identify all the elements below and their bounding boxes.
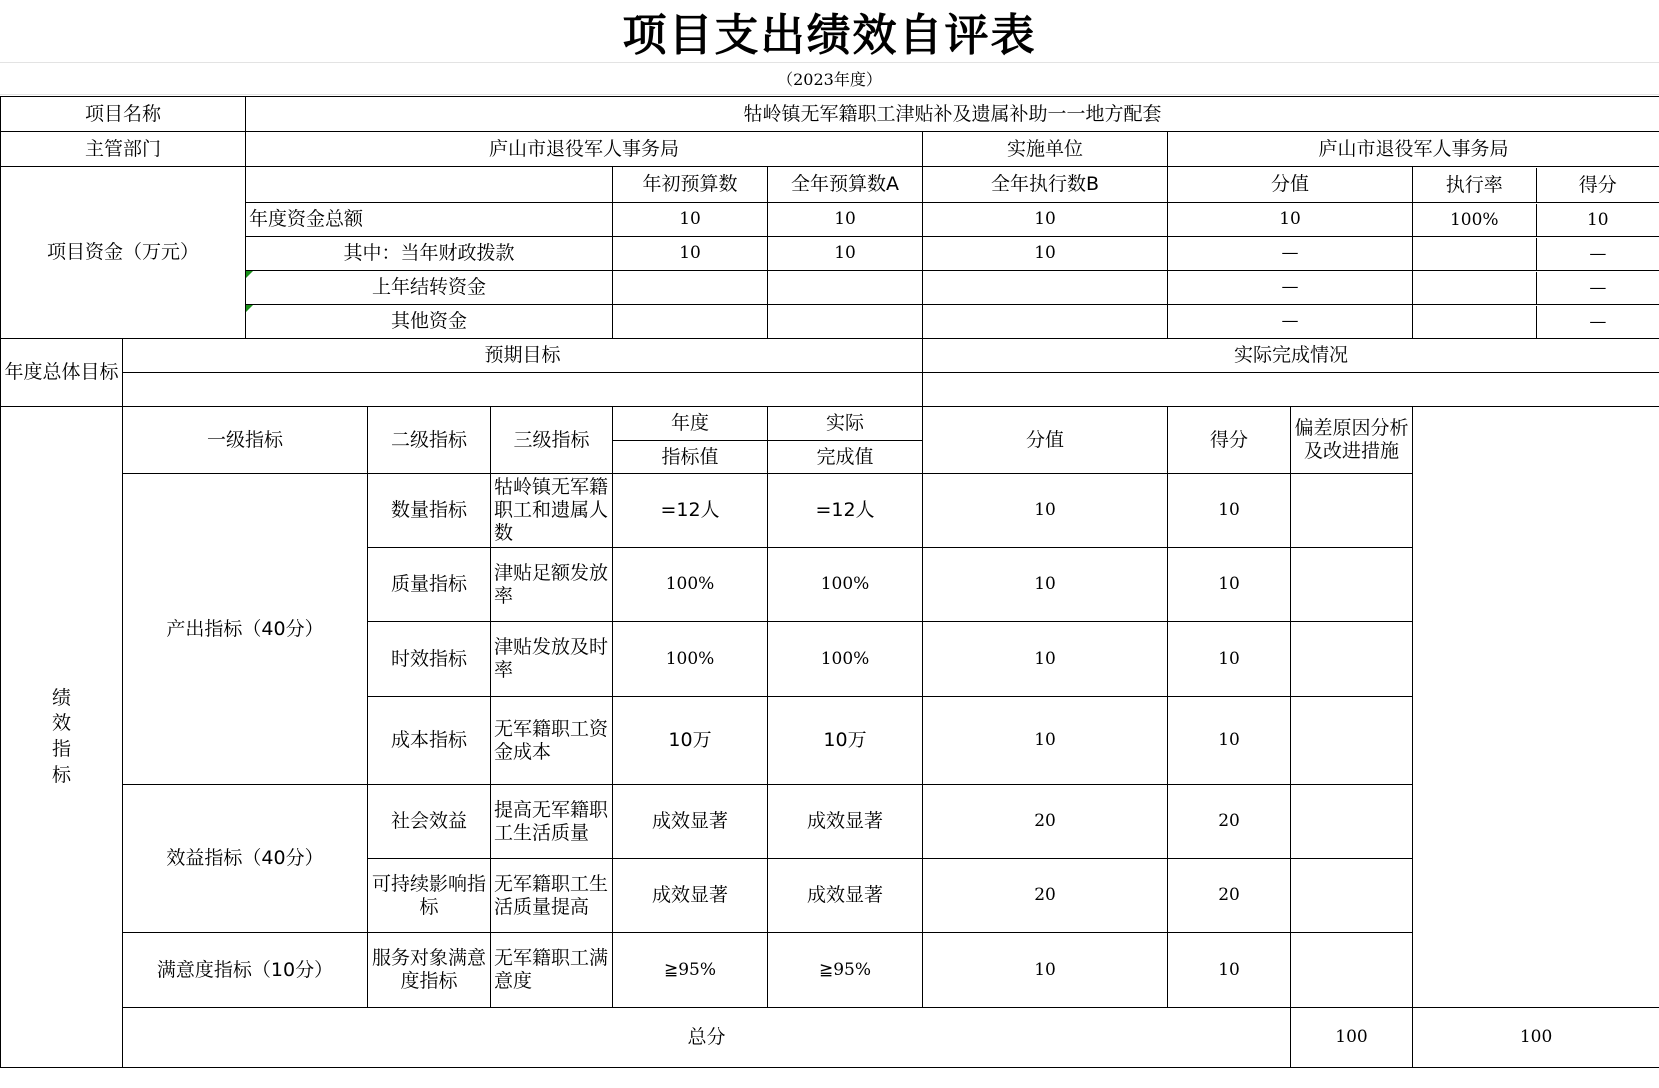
indicator-target[interactable]: 成效显著 xyxy=(613,859,768,933)
group-output[interactable]: 产出指标（40分） xyxy=(123,474,368,785)
funds-row-name[interactable]: 上年结转资金 xyxy=(246,271,613,305)
indicator-l3[interactable]: 津贴发放及时率 xyxy=(491,622,613,697)
indicator-actual[interactable]: 成效显著 xyxy=(768,785,923,859)
funds-row-annual[interactable] xyxy=(768,305,923,339)
total-value[interactable]: 100 xyxy=(1291,1008,1413,1068)
funds-row-score-value[interactable]: 10 xyxy=(1168,203,1413,237)
funds-header-annual[interactable]: 全年预算数A xyxy=(768,167,923,203)
department-row xyxy=(1,132,1659,167)
group-satisfaction[interactable]: 满意度指标（10分） xyxy=(123,933,368,1008)
funds-row-annual[interactable]: 10 xyxy=(768,203,923,237)
total-row xyxy=(1,1008,1659,1068)
funds-row-initial[interactable] xyxy=(613,305,768,339)
perf-label-text: 绩效指标 xyxy=(51,686,71,786)
indicator-target[interactable]: ≧95% xyxy=(613,933,768,1008)
header-level2[interactable]: 二级指标 xyxy=(368,407,491,474)
indicator-l2[interactable]: 质量指标 xyxy=(368,548,491,622)
indicator-actual[interactable]: 成效显著 xyxy=(768,859,923,933)
dept-value[interactable]: 庐山市退役军人事务局 xyxy=(246,132,923,167)
funds-header-rate-score[interactable] xyxy=(1413,167,1659,203)
total-label[interactable]: 总分 xyxy=(123,1008,1291,1068)
header-target-top[interactable]: 年度 xyxy=(613,407,768,441)
indicator-value[interactable]: 10 xyxy=(923,474,1168,548)
indicator-l2[interactable]: 数量指标 xyxy=(368,474,491,548)
indicator-actual[interactable]: =12人 xyxy=(768,474,923,548)
goals-expected-label[interactable]: 预期目标 xyxy=(123,339,923,373)
funds-header-score: 得分 xyxy=(1578,173,1617,196)
funds-row-rate: 100% xyxy=(1413,204,1537,236)
funds-header-score-value[interactable]: 分值 xyxy=(1168,167,1413,203)
header-level1[interactable]: 一级指标 xyxy=(123,407,368,474)
indicator-score[interactable]: 20 xyxy=(1168,785,1291,859)
funds-row-initial[interactable]: 10 xyxy=(613,203,768,237)
header-score[interactable]: 得分 xyxy=(1168,407,1291,474)
funds-row-rate-score[interactable] xyxy=(1413,203,1659,237)
funds-row-score: — xyxy=(1589,311,1607,332)
header-actual-top[interactable]: 实际 xyxy=(768,407,923,441)
total-score[interactable]: 100 xyxy=(1413,1008,1659,1068)
group-benefit[interactable]: 效益指标（40分） xyxy=(123,785,368,933)
goals-actual-label[interactable]: 实际完成情况 xyxy=(923,339,1659,373)
indicator-analysis[interactable] xyxy=(1291,697,1413,785)
indicator-score[interactable]: 10 xyxy=(1168,933,1291,1008)
funds-row-annual[interactable]: 10 xyxy=(768,237,923,271)
funds-header-row xyxy=(1,167,1659,203)
perf-label[interactable] xyxy=(1,407,123,1068)
indicator-l2[interactable]: 时效指标 xyxy=(368,622,491,697)
indicator-target[interactable]: 100% xyxy=(613,548,768,622)
indicator-value[interactable]: 10 xyxy=(923,622,1168,697)
funds-header-initial[interactable]: 年初预算数 xyxy=(613,167,768,203)
indicator-target[interactable]: 10万 xyxy=(613,697,768,785)
impl-label[interactable]: 实施单位 xyxy=(923,132,1168,167)
funds-row-name[interactable]: 其他资金 xyxy=(246,305,613,339)
funds-row-rate xyxy=(1413,306,1537,338)
indicator-l3[interactable]: 津贴足额发放率 xyxy=(491,548,613,622)
funds-header-blank[interactable] xyxy=(246,167,613,203)
self-evaluation-table xyxy=(0,96,1659,1068)
funds-row xyxy=(1,305,1659,339)
goals-label[interactable]: 年度总体目标 xyxy=(1,339,123,407)
indicator-value[interactable]: 10 xyxy=(923,933,1168,1008)
indicator-l3[interactable]: 牯岭镇无军籍职工和遗属人数 xyxy=(491,474,613,548)
indicator-score[interactable]: 10 xyxy=(1168,622,1291,697)
project-name-row xyxy=(1,97,1659,132)
indicator-l3[interactable]: 无军籍职工满意度 xyxy=(491,933,613,1008)
funds-row xyxy=(1,237,1659,271)
funds-row-rate-score[interactable] xyxy=(1413,305,1659,339)
funds-row-rate xyxy=(1413,238,1537,270)
indicator-actual[interactable]: 100% xyxy=(768,548,923,622)
funds-row-name[interactable]: 年度资金总额 xyxy=(246,203,613,237)
goals-expected-value[interactable] xyxy=(123,373,923,407)
indicator-analysis[interactable] xyxy=(1291,859,1413,933)
indicator-analysis[interactable] xyxy=(1291,622,1413,697)
funds-row xyxy=(1,203,1659,237)
indicator-l2[interactable]: 服务对象满意度指标 xyxy=(368,933,491,1008)
header-score-value[interactable]: 分值 xyxy=(923,407,1168,474)
funds-row-score-value[interactable]: — xyxy=(1168,271,1413,305)
indicator-value[interactable]: 20 xyxy=(923,785,1168,859)
indicator-analysis[interactable] xyxy=(1291,785,1413,859)
dept-label[interactable]: 主管部门 xyxy=(1,132,246,167)
funds-row xyxy=(1,271,1659,305)
goals-value-row xyxy=(1,373,1659,407)
header-analysis[interactable]: 偏差原因分析及改进措施 xyxy=(1291,407,1413,474)
indicator-l3[interactable]: 无军籍职工资金成本 xyxy=(491,697,613,785)
indicator-l2[interactable]: 可持续影响指标 xyxy=(368,859,491,933)
header-target-bottom[interactable]: 指标值 xyxy=(613,441,768,474)
funds-row-score: — xyxy=(1589,243,1607,264)
indicator-target[interactable]: 成效显著 xyxy=(613,785,768,859)
indicator-target[interactable]: =12人 xyxy=(613,474,768,548)
indicator-row xyxy=(1,785,1659,859)
funds-row-score-value[interactable]: — xyxy=(1168,305,1413,339)
indicator-actual[interactable]: ≧95% xyxy=(768,933,923,1008)
funds-row-score-value[interactable]: — xyxy=(1168,237,1413,271)
indicator-score[interactable]: 10 xyxy=(1168,474,1291,548)
funds-row-executed[interactable] xyxy=(923,271,1168,305)
indicator-l3[interactable]: 提高无军籍职工生活质量 xyxy=(491,785,613,859)
indicator-l2[interactable]: 社会效益 xyxy=(368,785,491,859)
project-name-label[interactable]: 项目名称 xyxy=(1,97,246,132)
indicator-analysis[interactable] xyxy=(1291,548,1413,622)
funds-header-executed[interactable]: 全年执行数B xyxy=(923,167,1168,203)
indicator-analysis[interactable] xyxy=(1291,933,1413,1008)
indicator-score[interactable]: 20 xyxy=(1168,859,1291,933)
indicator-value[interactable]: 10 xyxy=(923,548,1168,622)
header-level3[interactable]: 三级指标 xyxy=(491,407,613,474)
indicator-score[interactable]: 10 xyxy=(1168,697,1291,785)
goals-actual-value[interactable] xyxy=(923,373,1659,407)
goals-header-row xyxy=(1,339,1659,373)
funds-row-rate-score[interactable] xyxy=(1413,237,1659,271)
funds-row-executed[interactable] xyxy=(923,305,1168,339)
indicator-analysis[interactable] xyxy=(1291,474,1413,548)
funds-header-rate: 执行率 xyxy=(1413,168,1537,202)
funds-row-name[interactable]: 其中：当年财政拨款 xyxy=(246,237,613,271)
funds-row-score: 10 xyxy=(1586,209,1609,230)
page-title: 项目支出绩效自评表 xyxy=(0,0,1659,63)
funds-row-score: — xyxy=(1589,277,1607,298)
indicator-target[interactable]: 100% xyxy=(613,622,768,697)
funds-row-executed[interactable]: 10 xyxy=(923,237,1168,271)
indicator-score[interactable]: 10 xyxy=(1168,548,1291,622)
indicator-value[interactable]: 20 xyxy=(923,859,1168,933)
funds-label[interactable]: 项目资金（万元） xyxy=(1,167,246,339)
project-name-value[interactable]: 牯岭镇无军籍职工津贴补及遗属补助一一地方配套 xyxy=(246,97,1659,132)
funds-row-annual[interactable] xyxy=(768,271,923,305)
indicator-l3[interactable]: 无军籍职工生活质量提高 xyxy=(491,859,613,933)
indicator-value[interactable]: 10 xyxy=(923,697,1168,785)
impl-value[interactable]: 庐山市退役军人事务局 xyxy=(1168,132,1659,167)
indicator-row xyxy=(1,933,1659,1008)
indicator-l2[interactable]: 成本指标 xyxy=(368,697,491,785)
funds-row-initial[interactable] xyxy=(613,271,768,305)
year-subtitle: （2023年度） xyxy=(0,62,1659,95)
funds-row-executed[interactable]: 10 xyxy=(923,203,1168,237)
header-actual-bottom[interactable]: 完成值 xyxy=(768,441,923,474)
indicator-actual[interactable]: 10万 xyxy=(768,697,923,785)
funds-row-rate-score[interactable] xyxy=(1413,271,1659,305)
perf-header-row xyxy=(1,407,1659,441)
funds-row-rate xyxy=(1413,272,1537,304)
funds-row-initial[interactable]: 10 xyxy=(613,237,768,271)
indicator-row xyxy=(1,474,1659,548)
indicator-actual[interactable]: 100% xyxy=(768,622,923,697)
